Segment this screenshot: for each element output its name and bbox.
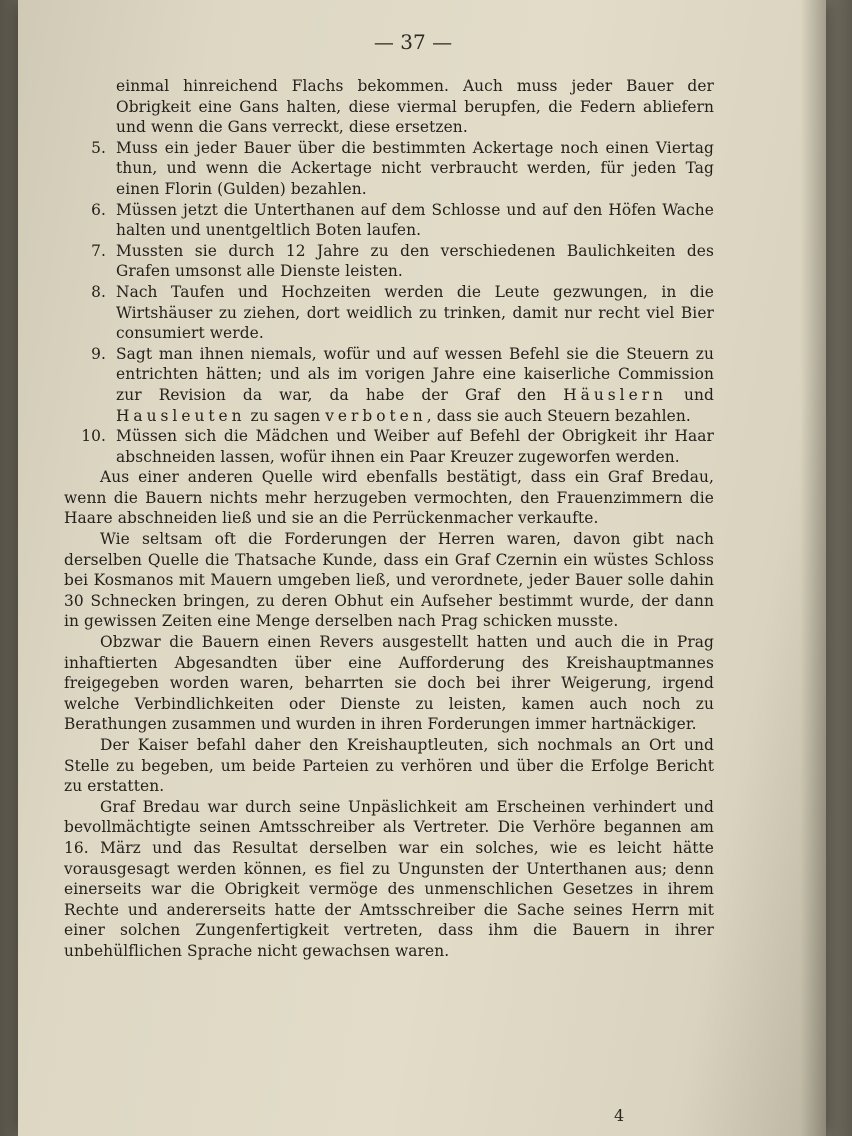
list-text	[116, 344, 714, 426]
list-number: 9.	[91, 344, 106, 363]
page-text	[64, 76, 714, 962]
signature-mark: 4	[614, 1106, 625, 1125]
list-item-6	[64, 200, 714, 241]
book-page	[18, 0, 826, 1136]
spaced-word: Hausleuten	[116, 406, 246, 425]
list-number: 6.	[91, 200, 106, 219]
list-text-part: Sagt man ihnen niemals, wofür und auf wessen Befehl sie die Steuern zu entrichten hätten; und als im vorigen Jahre eine kaiserliche Commission zur Revision da war, da habe der Graf den	[116, 344, 714, 404]
list-text: Muss ein jeder Bauer über die bestimmten Ackertage noch einen Viertag thun, und wenn die Ackertage nicht verbraucht werden, für jeden Tag einen Florin (Gulden) bezahlen.	[116, 138, 714, 198]
paragraph-1: Aus einer anderen Quelle wird ebenfalls bestätigt, dass ein Graf Bredau, wenn die Bauern nichts mehr herzugeben vermochten, den Frauenzimmern die Haare abschneiden ließ und sie an die Perrückenmacher verkaufte.	[64, 468, 714, 528]
list-number: 8.	[91, 282, 106, 301]
paragraph-5: Graf Bredau war durch seine Unpäslichkeit am Erscheinen verhindert und bevollmächtigte seinen Amtsschreiber als Vertreter. Die Verhöre begannen am 16. März und das Resultat derselben war ein solches, wie es leicht hätte vorausgesagt werden können, es fiel zu Ungunsten der Unterthanen aus; denn einerseits war die Obrigkeit vermöge des unmenschlichen Gesetzes in ihrem Rechte und andererseits hatte der Amtsschreiber die Sache seines Herrn mit einer solchen Zungenfertigkeit vertreten, dass ihm die Bauern in ihrer unbehülflichen Sprache nicht gewachsen waren.	[64, 797, 714, 960]
page-gutter-shadow	[800, 0, 826, 1136]
paragraph-4: Der Kaiser befahl daher den Kreishauptleuten, sich nochmals an Ort und Stelle zu begeben, um beide Parteien zu verhören und über die Erfolge Bericht zu erstatten.	[64, 736, 714, 796]
paragraph-2: Wie seltsam oft die Forderungen der Herren waren, davon gibt nach derselben Quelle die Thatsache Kunde, dass ein Graf Czernin ein wüstes Schloss bei Kosmanos mit Mauern umgeben ließ, und verordnete, jeder Bauer solle dahin 30 Schnecken bringen, zu deren Obhut ein Aufseher bestimmt wurde, der dann in gewissen Zeiten eine Menge derselben nach Prag schicken musste.	[64, 530, 714, 631]
list-text-part: zu sagen	[245, 406, 326, 425]
list-item-7	[64, 241, 714, 282]
list-number: 10.	[81, 427, 106, 446]
list-text: Nach Taufen und Hochzeiten werden die Leute gezwungen, in die Wirtshäuser zu ziehen, dort weidlich zu trinken, damit nur recht viel Bier consumiert werde.	[116, 282, 714, 343]
page-number: — 37 —	[373, 30, 453, 54]
list-number: 5.	[91, 138, 106, 157]
list-text-part: , dass sie auch Steuern bezahlen.	[426, 406, 691, 425]
list-text-part: und	[666, 385, 714, 404]
spaced-word: Häuslern	[563, 385, 667, 404]
list-text: Müssen sich die Mädchen und Weiber auf Befehl der Obrigkeit ihr Haar abschneiden lassen, wofür ihnen ein Paar Kreuzer zugeworfen werden.	[116, 427, 714, 466]
paragraph-3: Obzwar die Bauern einen Revers ausgestellt hatten und auch die in Prag inhaftierten Abgesandten über eine Aufforderung des Kreishauptmannes freigegeben worden waren, beharrten sie doch bei ihrer Weigerung, irgend welche Verbindlichkeiten oder Dienste zu leisten, kamen auch noch zu Berathungen zusammen und wurden in ihren Forderungen immer hartnäckiger.	[64, 633, 714, 734]
list-text: Müssen jetzt die Unterthanen auf dem Schlosse und auf den Höfen Wache halten und unentgeltlich Boten laufen.	[116, 200, 714, 240]
list-number: 7.	[91, 241, 106, 260]
list-item-9	[64, 344, 714, 426]
list-item-8	[64, 282, 714, 344]
list-text: Mussten sie durch 12 Jahre zu den verschiedenen Baulichkeiten des Grafen umsonst alle Dienste leisten.	[116, 241, 714, 281]
list-intro: einmal hinreichend Flachs bekommen. Auch muss jeder Bauer der Obrigkeit eine Gans halten, diese viermal berupfen, die Federn abliefern und wenn die Gans verreckt, diese ersetzen.	[116, 77, 714, 137]
list-item-10	[64, 426, 714, 467]
list-item-5	[64, 138, 714, 200]
spaced-word: verboten	[325, 406, 427, 425]
